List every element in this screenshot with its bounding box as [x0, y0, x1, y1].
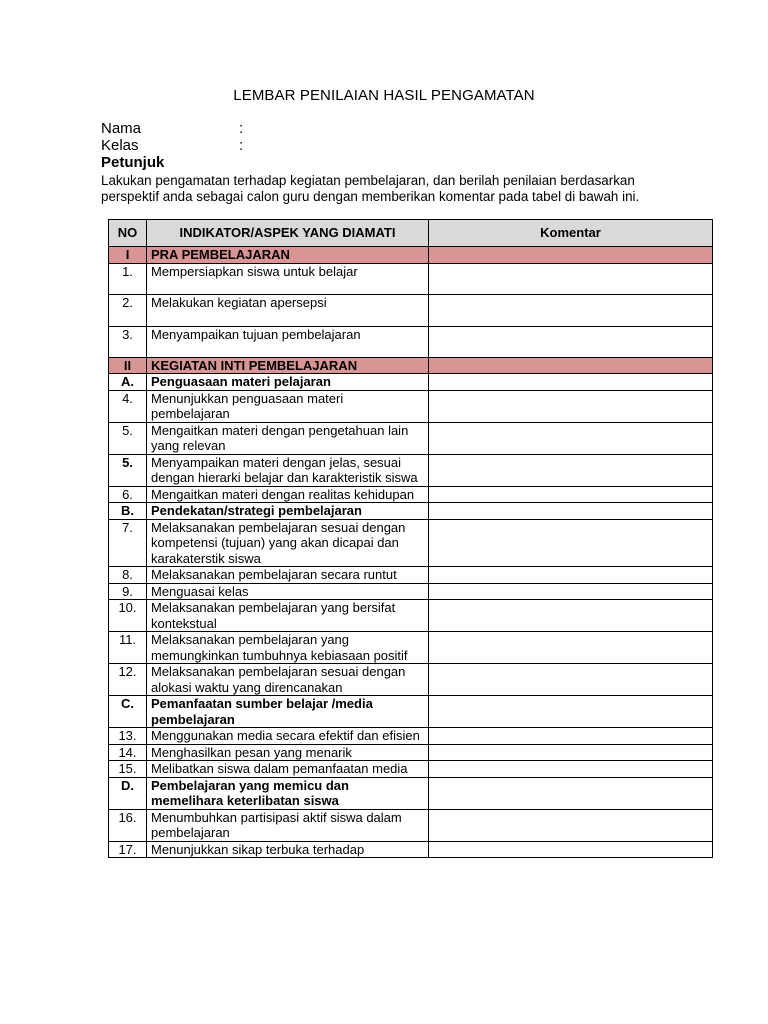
table-row — [109, 326, 713, 357]
assessment-table — [108, 219, 713, 858]
table-body — [109, 247, 713, 858]
row-indicator: Mengaitkan materi dengan pengetahuan lain yang relevan — [147, 422, 429, 454]
row-indicator: Menunjukkan penguasaan materi pembelajaran — [147, 390, 429, 422]
komentar-cell[interactable] — [429, 841, 713, 858]
row-indicator: Menguasai kelas — [147, 583, 429, 600]
table-row — [109, 486, 713, 503]
row-indicator: Menunjukkan sikap terbuka terhadap — [147, 841, 429, 858]
subsection-row — [109, 777, 713, 809]
komentar-cell[interactable] — [429, 422, 713, 454]
row-indicator: Pendekatan/strategi pembelajaran — [147, 503, 429, 520]
row-indicator: Melaksanakan pembelajaran secara runtut — [147, 567, 429, 584]
table-row — [109, 600, 713, 632]
row-number: A. — [109, 374, 147, 391]
table-row — [109, 390, 713, 422]
komentar-cell[interactable] — [429, 664, 713, 696]
table-row — [109, 583, 713, 600]
table-row — [109, 294, 713, 326]
table-row — [109, 809, 713, 841]
row-indicator: Menyampaikan materi dengan jelas, sesuai dengan hierarki belajar dan karakteristik siswa — [147, 454, 429, 486]
section-row — [109, 357, 713, 374]
komentar-cell[interactable] — [429, 728, 713, 745]
row-number: 15. — [109, 761, 147, 778]
komentar-cell[interactable] — [429, 247, 713, 264]
komentar-cell[interactable] — [429, 777, 713, 809]
komentar-cell[interactable] — [429, 632, 713, 664]
row-indicator: Melaksanakan pembelajaran yang bersifat kontekstual — [147, 600, 429, 632]
header-no: NO — [109, 220, 147, 247]
row-number: I — [109, 247, 147, 264]
row-indicator: Penguasaan materi pelajaran — [147, 374, 429, 391]
komentar-cell[interactable] — [429, 503, 713, 520]
page-title: LEMBAR PENILAIAN HASIL PENGAMATAN — [233, 87, 535, 104]
table-row — [109, 263, 713, 294]
row-indicator: KEGIATAN INTI PEMBELAJARAN — [147, 357, 429, 374]
row-indicator: Melaksanakan pembelajaran yang memungkinkan tumbuhnya kebiasaan positif — [147, 632, 429, 664]
komentar-cell[interactable] — [429, 761, 713, 778]
petunjuk-line-2: perspektif anda sebagai calon guru dengan memberikan komentar pada tabel di bawah ini. — [101, 189, 640, 204]
row-number: 1. — [109, 263, 147, 294]
komentar-cell[interactable] — [429, 454, 713, 486]
komentar-cell[interactable] — [429, 357, 713, 374]
row-indicator: Melibatkan siswa dalam pemanfaatan media — [147, 761, 429, 778]
komentar-cell[interactable] — [429, 583, 713, 600]
row-number: 4. — [109, 390, 147, 422]
row-number: C. — [109, 696, 147, 728]
komentar-cell[interactable] — [429, 744, 713, 761]
row-number: 8. — [109, 567, 147, 584]
row-number: D. — [109, 777, 147, 809]
row-number: 2. — [109, 294, 147, 326]
komentar-cell[interactable] — [429, 294, 713, 326]
table-row — [109, 664, 713, 696]
komentar-cell[interactable] — [429, 809, 713, 841]
section-row — [109, 247, 713, 264]
row-number: 12. — [109, 664, 147, 696]
row-indicator: Melakukan kegiatan apersepsi — [147, 294, 429, 326]
table-header-row — [109, 220, 713, 247]
row-indicator: Menyampaikan tujuan pembelajaran — [147, 326, 429, 357]
petunjuk-text — [101, 173, 701, 205]
komentar-cell[interactable] — [429, 263, 713, 294]
row-number: 10. — [109, 600, 147, 632]
row-indicator: Menggunakan media secara efektif dan efisien — [147, 728, 429, 745]
header-indikator: INDIKATOR/ASPEK YANG DIAMATI — [147, 220, 429, 247]
petunjuk-heading: Petunjuk — [101, 154, 165, 171]
table-row — [109, 728, 713, 745]
row-indicator: Melaksanakan pembelajaran sesuai dengan alokasi waktu yang direncanakan — [147, 664, 429, 696]
row-indicator: Mengaitkan materi dengan realitas kehidupan — [147, 486, 429, 503]
komentar-cell[interactable] — [429, 374, 713, 391]
kelas-colon: : — [239, 137, 244, 154]
row-number: B. — [109, 503, 147, 520]
row-number: 5. — [109, 454, 147, 486]
table-row — [109, 841, 713, 858]
table-row — [109, 422, 713, 454]
row-number: II — [109, 357, 147, 374]
subsection-row — [109, 696, 713, 728]
table-row — [109, 454, 713, 486]
nama-colon: : — [239, 120, 244, 137]
row-indicator: Menghasilkan pesan yang menarik — [147, 744, 429, 761]
row-number: 14. — [109, 744, 147, 761]
row-indicator: Pemanfaatan sumber belajar /media pembelajaran — [147, 696, 429, 728]
petunjuk-line-1: Lakukan pengamatan terhadap kegiatan pembelajaran, dan berilah penilaian berdasarkan — [101, 173, 635, 188]
row-number: 5. — [109, 422, 147, 454]
table-row — [109, 632, 713, 664]
komentar-cell[interactable] — [429, 486, 713, 503]
komentar-cell[interactable] — [429, 519, 713, 567]
kelas-label: Kelas — [101, 137, 139, 154]
table-row — [109, 744, 713, 761]
row-number: 3. — [109, 326, 147, 357]
row-indicator: Pembelajaran yang memicu dan memelihara keterlibatan siswa — [147, 777, 429, 809]
row-number: 16. — [109, 809, 147, 841]
row-indicator: Melaksanakan pembelajaran sesuai dengan kompetensi (tujuan) yang akan dicapai dan karakaterstik siswa — [147, 519, 429, 567]
table-row — [109, 761, 713, 778]
row-indicator: Menumbuhkan partisipasi aktif siswa dalam pembelajaran — [147, 809, 429, 841]
nama-label: Nama — [101, 120, 142, 137]
row-number: 13. — [109, 728, 147, 745]
row-indicator: PRA PEMBELAJARAN — [147, 247, 429, 264]
row-indicator: Mempersiapkan siswa untuk belajar — [147, 263, 429, 294]
subsection-row — [109, 374, 713, 391]
komentar-cell[interactable] — [429, 326, 713, 357]
row-number: 9. — [109, 583, 147, 600]
komentar-cell[interactable] — [429, 567, 713, 584]
table-row — [109, 519, 713, 567]
row-number: 17. — [109, 841, 147, 858]
komentar-cell[interactable] — [429, 390, 713, 422]
row-number: 6. — [109, 486, 147, 503]
table-row — [109, 567, 713, 584]
komentar-cell[interactable] — [429, 600, 713, 632]
subsection-row — [109, 503, 713, 520]
header-komentar: Komentar — [429, 220, 713, 247]
row-number: 11. — [109, 632, 147, 664]
komentar-cell[interactable] — [429, 696, 713, 728]
row-number: 7. — [109, 519, 147, 567]
